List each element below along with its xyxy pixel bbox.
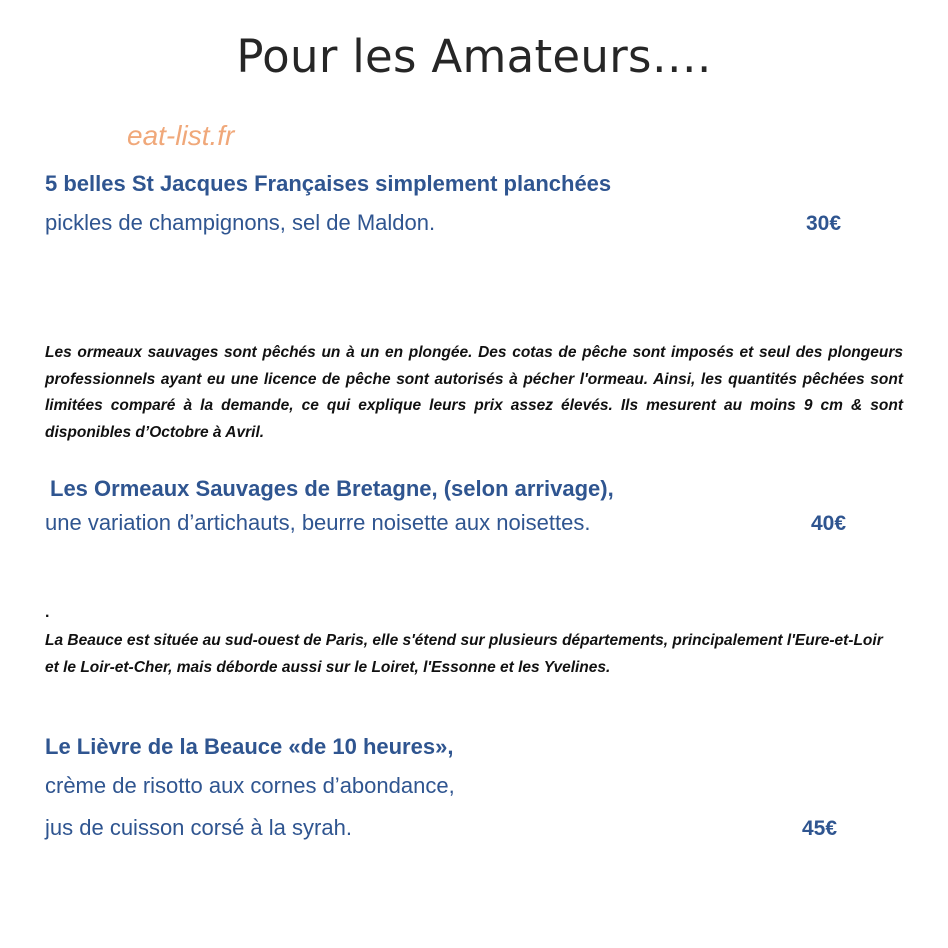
dish-price-ormeaux: 40€ bbox=[811, 512, 847, 535]
note-beauce: La Beauce est située au sud-ouest de Paris, elle s'étend sur plusieurs départements, principalement l'Eure-et-Loir et le Loir-et-Cher, mais déborde aussi sur le Loiret, l'Essonne et les Yvelines. bbox=[45, 632, 883, 676]
dish-desc-st-jacques: pickles de champignons, sel de Maldon. bbox=[45, 210, 436, 235]
dish-desc-lievre-2: jus de cuisson corsé à la syrah. bbox=[45, 815, 352, 840]
watermark: eat-list.fr bbox=[127, 120, 235, 151]
dish-price-lievre: 45€ bbox=[802, 817, 838, 840]
dish-name-ormeaux: Les Ormeaux Sauvages de Bretagne, (selon arrivage), bbox=[50, 476, 614, 501]
dish-name-lievre: Le Lièvre de la Beauce «de 10 heures», bbox=[45, 734, 454, 759]
dish-desc-ormeaux: une variation d’artichauts, beurre noisette aux noisettes. bbox=[45, 510, 591, 535]
page-title: Pour les Amateurs…. bbox=[236, 30, 712, 83]
dish-desc-lievre-1: crème de risotto aux cornes d’abondance, bbox=[45, 773, 455, 798]
note-beauce-dot: . bbox=[45, 604, 50, 621]
dish-name-st-jacques: 5 belles St Jacques Françaises simplement planchées bbox=[45, 171, 612, 196]
note-ormeaux: Les ormeaux sauvages sont pêchés un à un en plongée. Des cotas de pêche sont imposés et seul des plongeurs professionnels ayant eu une licence de pêche sont autorisés à pécher l'ormeau. Ainsi, les quantités pêchées sont limitées comparé à la demande, ce qui explique leurs prix assez élevés. Ils mesurent au moins 9 cm & sont disponibles d’Octobre à Avril. bbox=[45, 344, 903, 441]
dish-price-st-jacques: 30€ bbox=[806, 212, 842, 235]
